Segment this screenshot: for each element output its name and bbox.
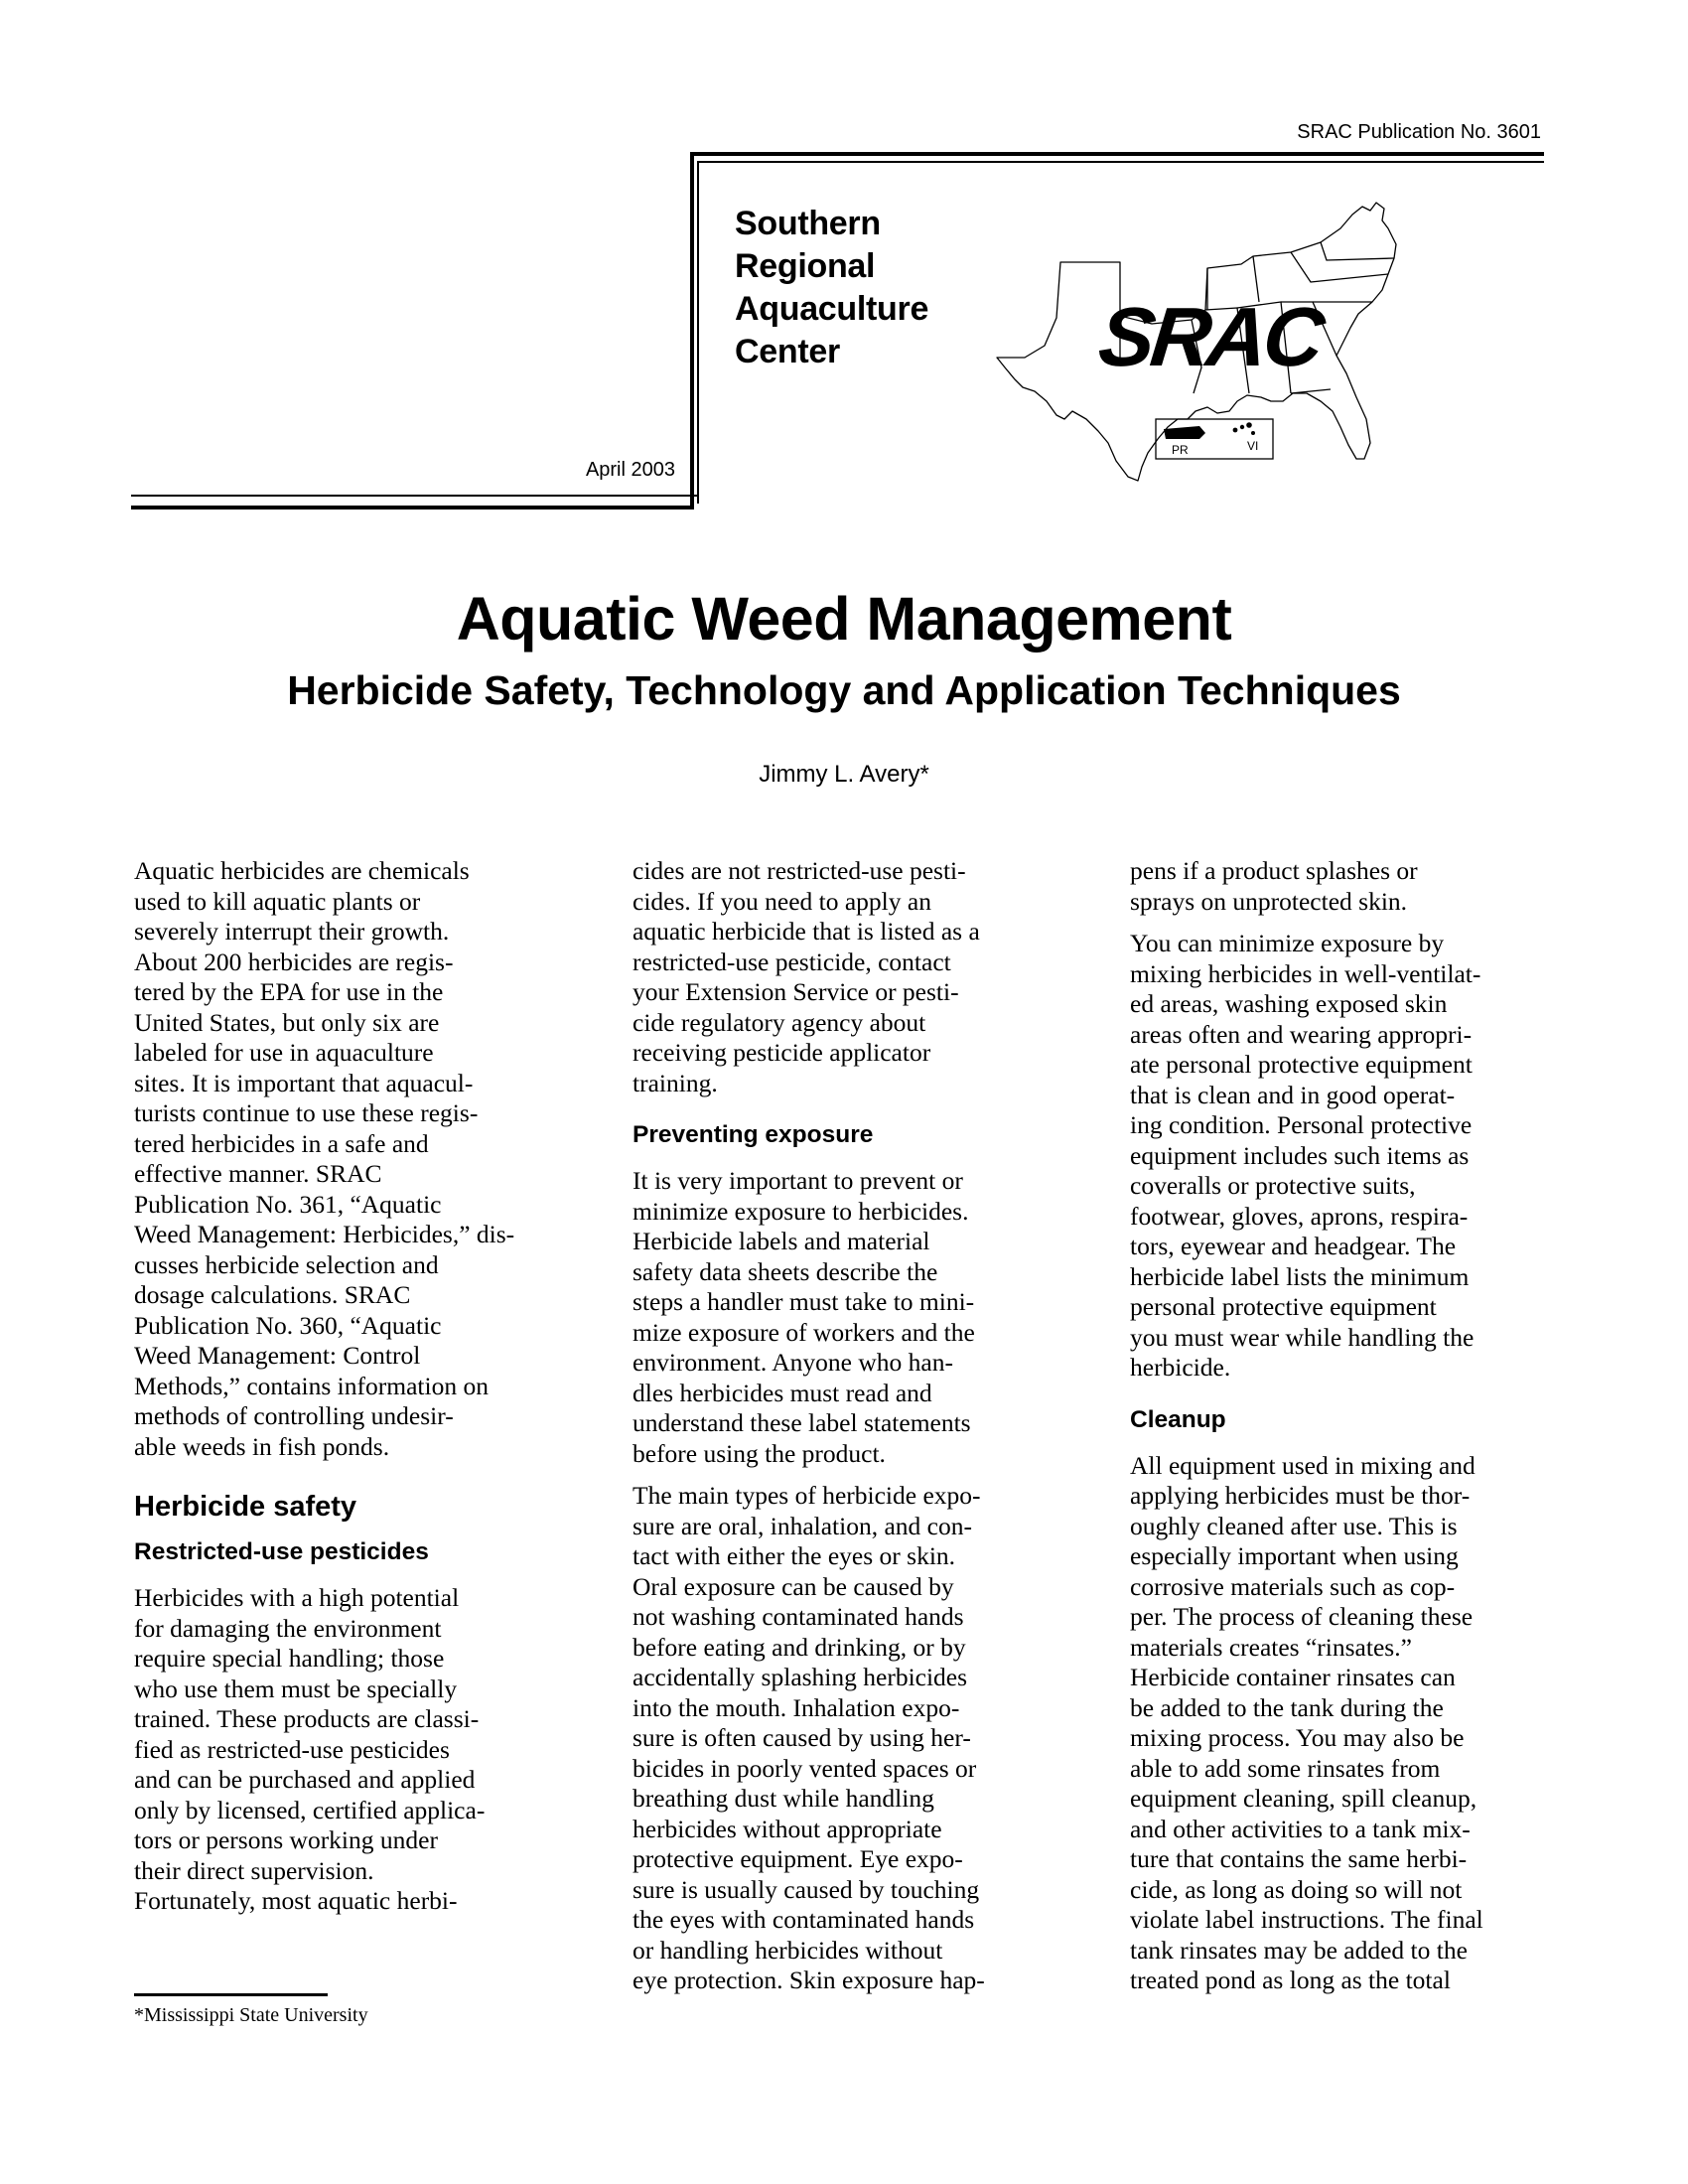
text-line: mixing process. You may also be bbox=[1130, 1723, 1465, 1752]
text-line: ing condition. Personal protective bbox=[1130, 1110, 1473, 1139]
text-line: severely interrupt their growth. bbox=[134, 917, 450, 946]
text-line: sites. It is important that aquacul- bbox=[134, 1068, 474, 1097]
text-line: restricted-use pesticide, contact bbox=[633, 946, 951, 976]
text-line: receiving pesticide applicator bbox=[633, 1038, 931, 1067]
text-line: Herbicides with a high potential bbox=[134, 1583, 460, 1612]
text-line: herbicide. bbox=[1130, 1353, 1231, 1382]
text-line: cide, as long as doing so will not bbox=[1130, 1874, 1463, 1904]
author: Jimmy L. Avery* bbox=[759, 761, 929, 788]
text-line: per. The process of cleaning these bbox=[1130, 1602, 1474, 1631]
text-line: materials creates “rinsates.” bbox=[1130, 1632, 1412, 1662]
text-line: effective manner. SRAC bbox=[134, 1159, 382, 1188]
text-line: Herbicide container rinsates can bbox=[1130, 1663, 1456, 1691]
publication-date: April 2003 bbox=[585, 459, 675, 481]
footnote: *Mississippi State University bbox=[134, 2004, 368, 2026]
text-line: environment. Anyone who han- bbox=[633, 1348, 953, 1377]
document-title: Aquatic Weed Management bbox=[456, 585, 1232, 653]
text-line: understand these label statements bbox=[633, 1408, 971, 1437]
text-line: their direct supervision. bbox=[134, 1855, 374, 1885]
text-line: footwear, gloves, aprons, respira- bbox=[1130, 1201, 1469, 1231]
text-line: trained. These products are classi- bbox=[134, 1704, 480, 1733]
text-line: steps a handler must take to mini- bbox=[633, 1287, 975, 1316]
center-name-line: Regional bbox=[735, 247, 876, 285]
paragraph bbox=[134, 856, 566, 1462]
map-state-line bbox=[1291, 389, 1331, 393]
text-line: bicides in poorly vented spaces or bbox=[633, 1753, 977, 1783]
paragraph bbox=[1130, 1451, 1567, 1996]
text-line: able weeds in fish ponds. bbox=[134, 1431, 390, 1461]
text-line: cides. If you need to apply an bbox=[633, 886, 931, 916]
text-line: United States, but only six are bbox=[134, 1007, 440, 1037]
text-line: sure are oral, inhalation, and con- bbox=[633, 1511, 972, 1540]
text-line: ed areas, washing exposed skin bbox=[1130, 989, 1448, 1018]
virgin-islands-dot bbox=[1251, 431, 1255, 435]
text-line: who use them must be specially bbox=[134, 1674, 458, 1703]
header-rule-top-thick bbox=[690, 152, 1544, 156]
text-line: and other activities to a tank mix- bbox=[1130, 1814, 1471, 1843]
paragraph bbox=[633, 856, 1069, 1098]
paragraph bbox=[633, 1166, 1069, 1469]
text-line: the eyes with contaminated hands bbox=[633, 1905, 975, 1934]
text-line: fied as restricted-use pesticides bbox=[134, 1734, 450, 1764]
puerto-rico-shape bbox=[1164, 426, 1205, 439]
header-rule-bottom-thick bbox=[131, 506, 694, 510]
text-line: ate personal protective equipment bbox=[1130, 1050, 1473, 1079]
subsection-heading-restricted-use: Restricted-use pesticides bbox=[134, 1538, 429, 1565]
text-line: Weed Management: Control bbox=[134, 1341, 421, 1370]
text-line: tact with either the eyes or skin. bbox=[633, 1541, 956, 1570]
srac-logo-text: SRAC bbox=[1094, 290, 1326, 383]
text-line: Publication No. 360, “Aquatic bbox=[134, 1310, 442, 1340]
text-line: mize exposure of workers and the bbox=[633, 1317, 975, 1347]
text-line: not washing contaminated hands bbox=[633, 1602, 964, 1631]
text-line: before using the product. bbox=[633, 1438, 886, 1468]
text-line: Weed Management: Herbicides,” dis- bbox=[134, 1220, 515, 1248]
text-line: dosage calculations. SRAC bbox=[134, 1280, 411, 1309]
text-line: able to add some rinsates from bbox=[1130, 1753, 1441, 1783]
subsection-heading-cleanup: Cleanup bbox=[1130, 1405, 1226, 1433]
text-line: protective equipment. Eye expo- bbox=[633, 1844, 963, 1873]
text-line: mixing herbicides in well-ventilat- bbox=[1130, 958, 1481, 988]
center-name bbox=[735, 203, 928, 373]
text-line: cides are not restricted-use pesti- bbox=[633, 856, 966, 885]
text-line: personal protective equipment bbox=[1130, 1292, 1437, 1321]
text-line: especially important when using bbox=[1130, 1541, 1459, 1570]
document-subtitle: Herbicide Safety, Technology and Application Techniques bbox=[287, 667, 1401, 713]
text-line: accidentally splashing herbicides bbox=[633, 1663, 968, 1691]
text-line: or handling herbicides without bbox=[633, 1935, 943, 1965]
map-state-line bbox=[1291, 252, 1388, 282]
text-line: areas often and wearing appropri- bbox=[1130, 1019, 1473, 1049]
text-line: About 200 herbicides are regis- bbox=[134, 946, 454, 976]
virgin-islands-dot bbox=[1233, 428, 1238, 433]
header-rule-top-thin bbox=[697, 161, 1544, 163]
text-line: safety data sheets describe the bbox=[633, 1256, 938, 1286]
text-column-2 bbox=[633, 856, 1069, 2008]
text-column-3 bbox=[1130, 856, 1567, 2008]
text-line: equipment includes such items as bbox=[1130, 1140, 1470, 1170]
center-name-line: Aquaculture bbox=[735, 290, 929, 328]
header-rule-vertical-thin bbox=[697, 161, 699, 504]
text-line: violate label instructions. The final bbox=[1130, 1905, 1483, 1934]
text-line: cusses herbicide selection and bbox=[134, 1249, 439, 1279]
text-line: training. bbox=[633, 1068, 718, 1097]
text-line: coveralls or protective suits, bbox=[1130, 1171, 1416, 1200]
text-line: Herbicide labels and material bbox=[633, 1227, 930, 1255]
text-line: pens if a product splashes or bbox=[1130, 856, 1418, 885]
text-line: you must wear while handling the bbox=[1130, 1322, 1475, 1352]
text-line: All equipment used in mixing and bbox=[1130, 1450, 1476, 1480]
text-line: sure is often caused by using her- bbox=[633, 1723, 971, 1752]
text-line: your Extension Service or pesti- bbox=[633, 977, 959, 1006]
text-line: You can minimize exposure by bbox=[1130, 929, 1445, 957]
text-line: labeled for use in aquaculture bbox=[134, 1038, 434, 1067]
text-line: Oral exposure can be caused by bbox=[633, 1571, 954, 1601]
paragraph bbox=[1130, 929, 1567, 1383]
text-line: methods of controlling undesir- bbox=[134, 1401, 454, 1430]
text-line: eye protection. Skin exposure hap- bbox=[633, 1966, 985, 1994]
text-line: tered by the EPA for use in the bbox=[134, 977, 444, 1006]
header-rule-vertical-thick bbox=[690, 152, 694, 510]
text-line: herbicides without appropriate bbox=[633, 1814, 942, 1843]
text-line: treated pond as long as the total bbox=[1130, 1966, 1451, 1994]
paragraph bbox=[134, 1583, 566, 1917]
text-line: corrosive materials such as cop- bbox=[1130, 1571, 1456, 1601]
text-line: tors or persons working under bbox=[134, 1825, 438, 1854]
text-line: minimize exposure to herbicides. bbox=[633, 1196, 969, 1226]
text-line: tank rinsates may be added to the bbox=[1130, 1935, 1468, 1965]
vi-label: VI bbox=[1247, 439, 1259, 453]
virgin-islands-dot bbox=[1246, 422, 1252, 428]
text-line: sure is usually caused by touching bbox=[633, 1874, 980, 1904]
text-line: tered herbicides in a safe and bbox=[134, 1128, 429, 1158]
map-state-line bbox=[1321, 242, 1394, 260]
text-line: tors, eyewear and headgear. The bbox=[1130, 1232, 1457, 1260]
publication-number: SRAC Publication No. 3601 bbox=[1297, 121, 1541, 143]
text-line: ture that contains the same herbi- bbox=[1130, 1844, 1468, 1873]
text-line: into the mouth. Inhalation expo- bbox=[633, 1692, 960, 1722]
text-line: Publication No. 361, “Aquatic bbox=[134, 1189, 442, 1219]
srac-logo-map bbox=[993, 199, 1420, 497]
text-line: only by licensed, certified applica- bbox=[134, 1795, 486, 1824]
virgin-islands-dot bbox=[1240, 425, 1244, 429]
text-line: require special handling; those bbox=[134, 1644, 445, 1673]
text-line: sprays on unprotected skin. bbox=[1130, 886, 1408, 916]
text-line: Fortunately, most aquatic herbi- bbox=[134, 1886, 458, 1915]
text-line: that is clean and in good operat- bbox=[1130, 1080, 1456, 1109]
text-line: be added to the tank during the bbox=[1130, 1692, 1444, 1722]
text-line: cide regulatory agency about bbox=[633, 1007, 926, 1037]
text-line: oughly cleaned after use. This is bbox=[1130, 1511, 1458, 1540]
text-line: for damaging the environment bbox=[134, 1613, 442, 1643]
section-heading-herbicide-safety: Herbicide safety bbox=[134, 1491, 357, 1523]
text-line: before eating and drinking, or by bbox=[633, 1632, 966, 1662]
text-line: equipment cleaning, spill cleanup, bbox=[1130, 1784, 1477, 1813]
text-line: herbicide label lists the minimum bbox=[1130, 1261, 1470, 1291]
paragraph bbox=[1130, 856, 1567, 917]
text-line: turists continue to use these regis- bbox=[134, 1098, 479, 1127]
text-line: and can be purchased and applied bbox=[134, 1765, 476, 1794]
subsection-heading-preventing-exposure: Preventing exposure bbox=[633, 1121, 874, 1148]
text-column-1 bbox=[134, 856, 566, 1929]
header-rule-bottom-thin bbox=[131, 495, 699, 497]
text-line: dles herbicides must read and bbox=[633, 1378, 932, 1407]
text-line: aquatic herbicide that is listed as a bbox=[633, 917, 980, 946]
text-line: Aquatic herbicides are chemicals bbox=[134, 856, 470, 885]
text-line: breathing dust while handling bbox=[633, 1784, 934, 1813]
text-line: applying herbicides must be thor- bbox=[1130, 1481, 1471, 1510]
text-line: Methods,” contains information on bbox=[134, 1371, 489, 1400]
footnote-rule bbox=[134, 1993, 328, 1996]
paragraph bbox=[633, 1481, 1069, 1996]
center-name-line: Center bbox=[735, 333, 840, 370]
text-line: The main types of herbicide expo- bbox=[633, 1481, 981, 1510]
text-line: used to kill aquatic plants or bbox=[134, 886, 421, 916]
pr-label: PR bbox=[1172, 443, 1189, 457]
text-line: It is very important to prevent or bbox=[633, 1166, 963, 1195]
center-name-line: Southern bbox=[735, 205, 881, 242]
